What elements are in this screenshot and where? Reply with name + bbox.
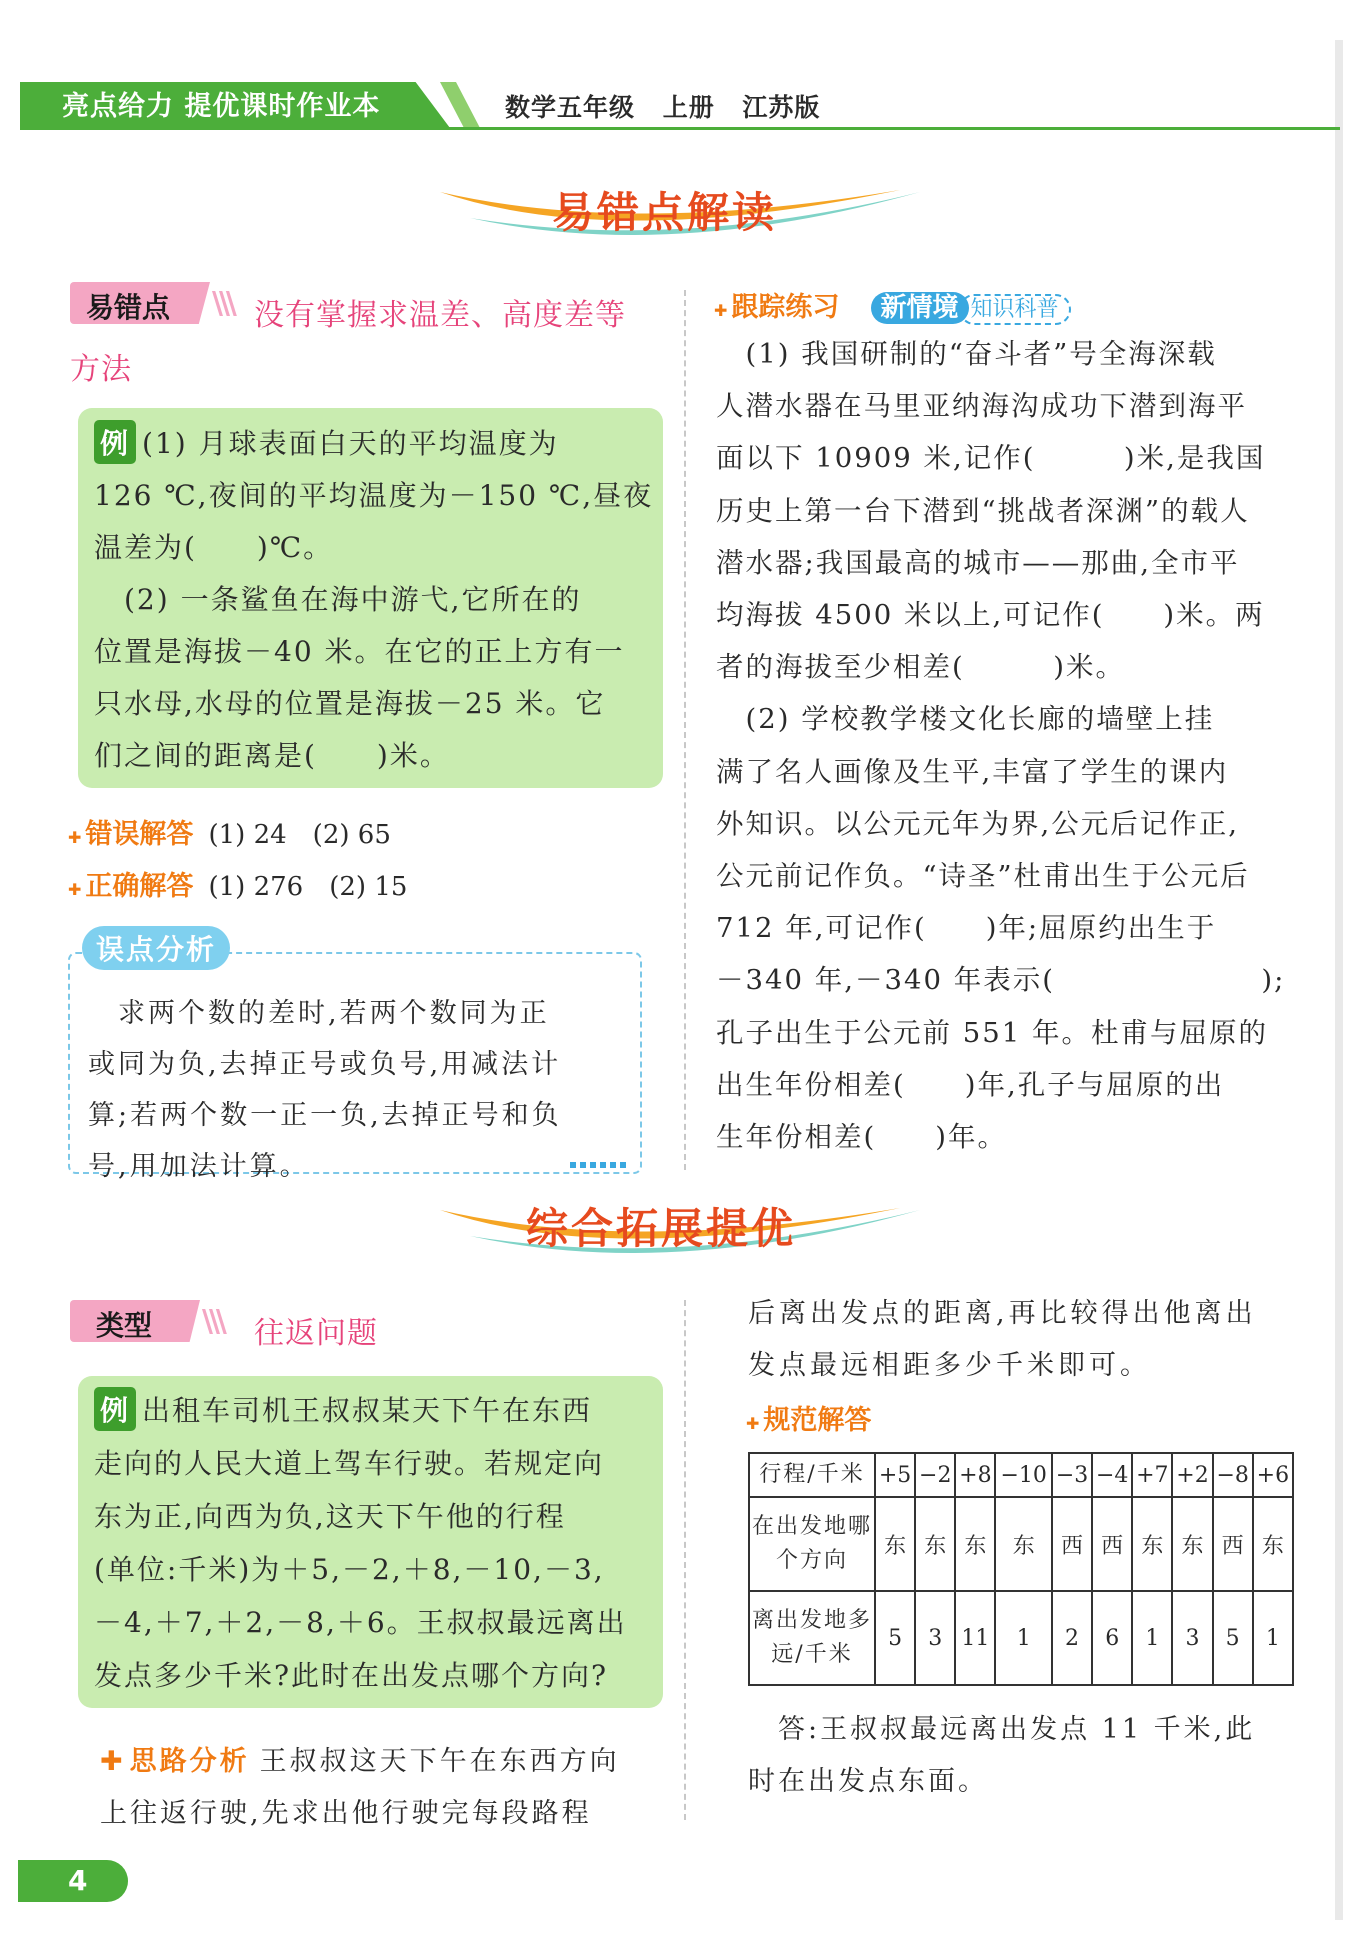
right-answer-label: 正确解答 bbox=[85, 871, 194, 902]
series-title: 亮点给力 提优课时作业本 bbox=[62, 91, 381, 122]
example-line: 出租车司机王叔叔某天下午在东西 bbox=[142, 1394, 593, 1427]
slash-decoration: \\\ bbox=[202, 1304, 223, 1339]
example-line: －4,＋7,＋2,－8,＋6。王叔叔最远离出 bbox=[94, 1606, 627, 1639]
trip-cell: +7 bbox=[1132, 1453, 1172, 1497]
practice-line: 生年份相差( )年。 bbox=[716, 1121, 1007, 1154]
distance-cell: 1 bbox=[1253, 1591, 1293, 1685]
direction-cell: 东 bbox=[1172, 1497, 1212, 1591]
answer-line: 时在出发点东面。 bbox=[748, 1766, 988, 1797]
page-number-badge bbox=[18, 1860, 128, 1902]
row-header: 离出发地多远/千米 bbox=[749, 1591, 875, 1685]
example-box-1 bbox=[78, 408, 663, 788]
plus-icon: ✚ bbox=[68, 880, 82, 899]
example-text-2 bbox=[94, 1384, 654, 1702]
trip-cell: −2 bbox=[915, 1453, 955, 1497]
example-line: 温差为( )℃。 bbox=[94, 531, 334, 564]
example-line: (1) 月球表面白天的平均温度为 bbox=[142, 427, 559, 460]
direction-cell: 东 bbox=[955, 1497, 995, 1591]
trip-cell: −8 bbox=[1213, 1453, 1253, 1497]
practice-line: 者的海拔至少相差( )米。 bbox=[716, 651, 1125, 684]
thinking-line: 后离出发点的距离,再比较得出他离出 bbox=[748, 1298, 1257, 1329]
error-topic-line2: 方法 bbox=[70, 352, 132, 387]
example-line: (单位:千米)为＋5,－2,＋8,－10,－3, bbox=[94, 1553, 605, 1586]
trip-cell: −3 bbox=[1052, 1453, 1092, 1497]
example-line: 126 ℃,夜间的平均温度为－150 ℃,昼夜 bbox=[94, 479, 654, 512]
analysis-line: 或同为负,去掉正号或负号,用减法计 bbox=[88, 1049, 562, 1080]
thinking-line: 王叔叔这天下午在东西方向 bbox=[259, 1746, 620, 1777]
distance-cell: 1 bbox=[1132, 1591, 1172, 1685]
thinking-label: 思路分析 bbox=[129, 1746, 250, 1777]
practice-line: 外知识。以公元元年为界,公元后记作正, bbox=[716, 807, 1239, 840]
analysis-tag: 误点分析 bbox=[82, 926, 230, 970]
example-line: (2) 一条鲨鱼在海中游弋,它所在的 bbox=[94, 583, 582, 616]
direction-cell: 东 bbox=[915, 1497, 955, 1591]
trip-cell: +2 bbox=[1172, 1453, 1212, 1497]
plus-icon: ✚ bbox=[68, 828, 82, 847]
practice-line: 面以下 10909 米,记作( )米,是我国 bbox=[716, 442, 1266, 475]
thinking-continuation bbox=[748, 1288, 1257, 1392]
thinking-analysis bbox=[100, 1736, 670, 1840]
practice-line: 均海拔 4500 米以上,可记作( )米。两 bbox=[716, 599, 1265, 632]
analysis-box bbox=[68, 952, 642, 1182]
header-band-accent bbox=[440, 82, 480, 128]
direction-cell: 东 bbox=[875, 1497, 915, 1591]
column-divider bbox=[684, 1300, 686, 1820]
page-edge bbox=[1335, 40, 1343, 1920]
analysis-line: 算;若两个数一正一负,去掉正号和负 bbox=[88, 1100, 562, 1131]
right-answer-row bbox=[68, 864, 407, 903]
direction-cell: 西 bbox=[1092, 1497, 1132, 1591]
practice-line: 公元前记作负。“诗圣”杜甫出生于公元后 bbox=[716, 860, 1250, 893]
practice-header bbox=[714, 285, 1071, 324]
wrong-answer-text: (1) 24 (2) 65 bbox=[208, 820, 391, 850]
practice-line: 满了名人画像及生平,丰富了学生的课内 bbox=[716, 755, 1229, 788]
direction-cell: 西 bbox=[1052, 1497, 1092, 1591]
final-answer bbox=[748, 1704, 1255, 1808]
direction-cell: 东 bbox=[1132, 1497, 1172, 1591]
column-divider bbox=[684, 290, 686, 1170]
trip-cell: −10 bbox=[995, 1453, 1051, 1497]
error-point-tag-label: 易错点 bbox=[86, 291, 171, 324]
direction-cell: 西 bbox=[1213, 1497, 1253, 1591]
example-line: 只水母,水母的位置是海拔－25 米。它 bbox=[94, 687, 606, 720]
practice-line: 孔子出生于公元前 551 年。杜甫与屈原的 bbox=[716, 1016, 1268, 1049]
example-text-1 bbox=[94, 418, 654, 782]
row-header: 行程/千米 bbox=[749, 1453, 875, 1497]
practice-line: 人潜水器在马里亚纳海沟成功下潜到海平 bbox=[716, 390, 1247, 423]
thinking-line: 上往返行驶,先求出他行驶完每段路程 bbox=[100, 1798, 592, 1829]
trip-cell: +6 bbox=[1253, 1453, 1293, 1497]
plus-icon: ✚ bbox=[746, 1414, 760, 1433]
type-topic: 往返问题 bbox=[254, 1316, 378, 1351]
example-box-2 bbox=[78, 1376, 663, 1708]
table-row bbox=[749, 1453, 1293, 1497]
trip-cell: +5 bbox=[875, 1453, 915, 1497]
section-title-1: 易错点解读 bbox=[552, 188, 778, 237]
right-answer-text: (1) 276 (2) 15 bbox=[208, 872, 408, 902]
trip-cell: +8 bbox=[955, 1453, 995, 1497]
book-subtitle: 数学五年级 上册 江苏版 bbox=[505, 93, 821, 122]
example-label: 例 bbox=[94, 1387, 136, 1431]
practice-line: 历史上第一台下潜到“挑战者深渊”的载人 bbox=[716, 494, 1250, 527]
example-label: 例 bbox=[94, 420, 136, 464]
analysis-text bbox=[88, 988, 562, 1192]
knowledge-tag: 知识科普 bbox=[959, 294, 1071, 325]
slash-decoration: \\\ bbox=[212, 286, 233, 321]
plus-icon: ✚ bbox=[100, 1746, 126, 1777]
direction-cell: 东 bbox=[995, 1497, 1051, 1591]
distance-cell: 3 bbox=[915, 1591, 955, 1685]
table-row bbox=[749, 1497, 1293, 1591]
practice-label: 跟踪练习 bbox=[731, 292, 840, 323]
distance-cell: 5 bbox=[875, 1591, 915, 1685]
example-line: 走向的人民大道上驾车行驶。若规定向 bbox=[94, 1447, 605, 1480]
example-line: 东为正,向西为负,这天下午他的行程 bbox=[94, 1500, 566, 1533]
direction-cell: 东 bbox=[1253, 1497, 1293, 1591]
practice-line: (2) 学校教学楼文化长廊的墙壁上挂 bbox=[716, 703, 1215, 736]
distance-cell: 5 bbox=[1213, 1591, 1253, 1685]
example-line: 发点多少千米?此时在出发点哪个方向? bbox=[94, 1659, 609, 1692]
answer-line: 答:王叔叔最远离出发点 11 千米,此 bbox=[748, 1714, 1256, 1745]
new-context-tag: 新情境 bbox=[871, 292, 969, 324]
header-rule bbox=[20, 127, 1340, 130]
section-banner-2 bbox=[430, 1196, 930, 1276]
practice-text bbox=[716, 328, 1306, 1163]
solution-label: 规范解答 bbox=[763, 1405, 872, 1436]
distance-cell: 2 bbox=[1052, 1591, 1092, 1685]
analysis-line: 求两个数的差时,若两个数同为正 bbox=[88, 998, 550, 1029]
stripe-decoration bbox=[570, 1162, 630, 1168]
example-line: 位置是海拔－40 米。在它的正上方有一 bbox=[94, 635, 625, 668]
row-header: 在出发地哪个方向 bbox=[749, 1497, 875, 1591]
practice-line: －340 年,－340 年表示( ); bbox=[716, 964, 1286, 997]
wrong-answer-label: 错误解答 bbox=[85, 819, 194, 850]
distance-cell: 1 bbox=[995, 1591, 1051, 1685]
distance-cell: 11 bbox=[955, 1591, 995, 1685]
page-number: 4 bbox=[68, 1864, 88, 1897]
practice-line: 潜水器;我国最高的城市——那曲,全市平 bbox=[716, 546, 1240, 579]
wrong-answer-row bbox=[68, 812, 391, 851]
analysis-line: 号,用加法计算。 bbox=[88, 1151, 310, 1182]
distance-cell: 6 bbox=[1092, 1591, 1132, 1685]
solution-header bbox=[746, 1398, 871, 1437]
table-row bbox=[749, 1591, 1293, 1685]
thinking-line: 发点最远相距多少千米即可。 bbox=[748, 1350, 1151, 1381]
type-tag-label: 类型 bbox=[96, 1309, 153, 1342]
practice-line: 712 年,可记作( )年;屈原约出生于 bbox=[716, 912, 1217, 945]
section-title-2: 综合拓展提优 bbox=[526, 1204, 797, 1253]
trip-table bbox=[748, 1452, 1294, 1686]
practice-line: (1) 我国研制的“奋斗者”号全海深载 bbox=[716, 338, 1217, 370]
plus-icon: ✚ bbox=[714, 301, 728, 320]
trip-cell: −4 bbox=[1092, 1453, 1132, 1497]
practice-line: 出生年份相差( )年,孔子与屈原的出 bbox=[716, 1068, 1225, 1101]
example-line: 们之间的距离是( )米。 bbox=[94, 739, 450, 772]
error-topic-line1: 没有掌握求温差、高度差等 bbox=[254, 298, 626, 333]
distance-cell: 3 bbox=[1172, 1591, 1212, 1685]
section-banner-1 bbox=[430, 178, 930, 258]
